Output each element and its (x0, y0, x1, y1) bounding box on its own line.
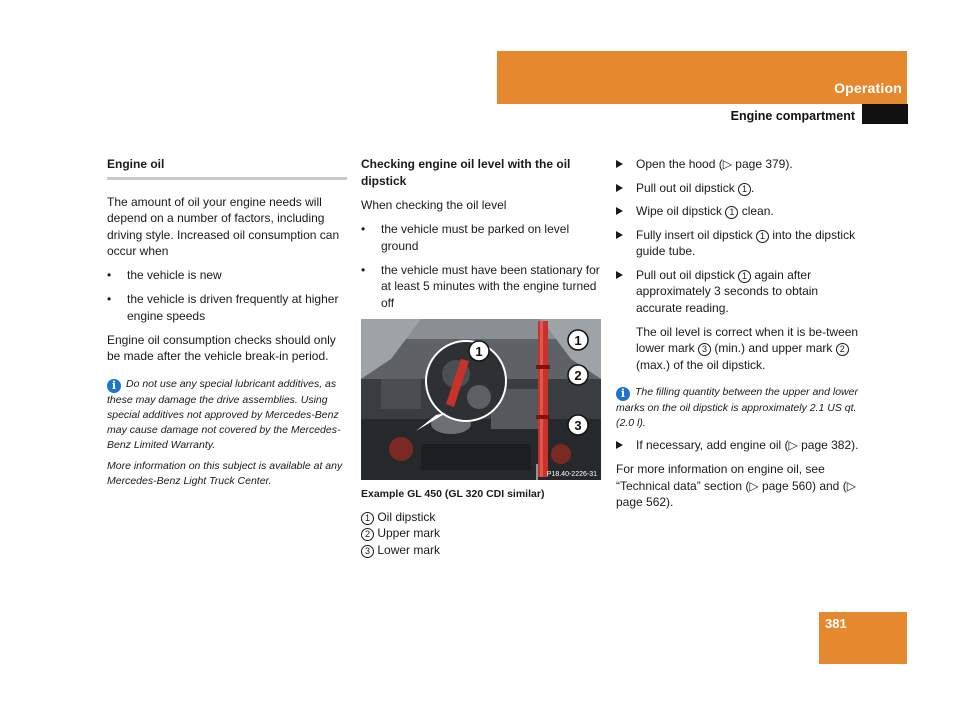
step-item (616, 156, 861, 173)
list-item: • the vehicle must have been stationary for at least 5 minutes with the engine turned off (361, 262, 601, 312)
figure-caption: Example GL 450 (GL 320 CDI similar) (361, 488, 545, 500)
step-text: Pull out oil dipstick (636, 180, 739, 195)
page-number: 381 (825, 616, 847, 631)
step-text: again after approximately 3 seconds to obtain accurate reading. (636, 267, 819, 315)
step-text: Pull out oil dipstick (636, 267, 739, 282)
callout-number: 2 (361, 528, 374, 541)
info-note (107, 377, 347, 453)
step-item (616, 180, 861, 197)
info-note-text: The filling quantity between the upper and lower marks on the oil dipstick is approximately 2.1 US qt. (2.0 l). (616, 386, 858, 429)
info-icon: i (616, 387, 630, 401)
engine-dipstick-photo (361, 319, 601, 480)
heading-engine-oil: Engine oil (107, 156, 347, 180)
step-text: clean. (738, 204, 774, 218)
section-title: Operation (834, 80, 902, 96)
step-arrow-icon (616, 231, 623, 239)
paragraph-when: When checking the oil level (361, 198, 507, 212)
info-note-text: Do not use any special lubricant additives, as these may damage the drive assemblies. Using special additives not approved by Mercedes-Benz may cause damage not covered by the Mercedes-Benz Limited Warranty. (107, 377, 341, 451)
step-text: into the dipstick guide tube. (636, 227, 856, 258)
list-item: • the vehicle must be parked on level ground (361, 221, 601, 254)
step-arrow-icon (616, 160, 623, 168)
step-item (616, 267, 861, 317)
column-dipstick-check (361, 156, 601, 558)
paragraph-text: (min.) and upper mark (711, 341, 836, 355)
step-text: Open the hood (▷ page 379). (636, 157, 793, 171)
paragraph-more-info: For more information on engine oil, see “Technical data” section (▷ page 560) and (▷ page 562). (616, 462, 856, 509)
section-header-band (497, 51, 907, 104)
step-list (616, 156, 861, 316)
step-text: . (751, 180, 755, 195)
list-item: • the vehicle is new (107, 267, 347, 284)
svg-text:1: 1 (475, 344, 483, 359)
callout-number: 1 (756, 230, 769, 243)
subsection-title: Engine compartment (730, 109, 855, 123)
paragraph-break-in: Engine oil consumption checks should only be made after the vehicle break-in period. (107, 332, 336, 363)
step-text: Fully insert oil dipstick (636, 227, 757, 242)
figure-code: P18.40-2226-31 (546, 471, 597, 478)
callout-number: 3 (361, 545, 374, 558)
step-item (616, 203, 861, 220)
callout-number: 1 (738, 183, 751, 196)
step-text: Wipe oil dipstick (636, 204, 726, 218)
legend-item (361, 509, 601, 526)
section-tab-marker (862, 104, 908, 124)
legend-item (361, 525, 601, 542)
bullet-list (361, 221, 601, 311)
step-item (616, 437, 861, 454)
paragraph-intro: The amount of oil your engine needs will depend on a number of factors, including driving style. Increased oil consumption can occur when (107, 194, 340, 258)
step-arrow-icon (616, 441, 623, 449)
step-item (616, 227, 861, 260)
heading-checking-oil: Checking engine oil level with the oil dipstick (361, 157, 571, 188)
svg-text:2: 2 (574, 368, 582, 383)
paragraph-text: (max.) of the oil dipstick. (636, 357, 766, 372)
callout-number: 1 (361, 512, 374, 525)
legend-label: Oil dipstick (377, 509, 436, 524)
legend-label: Upper mark (377, 526, 441, 540)
column-steps (616, 156, 861, 518)
oil-level-paragraph (616, 324, 861, 374)
svg-text:3: 3 (574, 418, 582, 433)
step-arrow-icon (616, 184, 623, 192)
legend-item (361, 542, 601, 559)
callout-number: 1 (725, 206, 738, 219)
step-text: If necessary, add engine oil (▷ page 382). (636, 438, 859, 452)
info-note-more: More information on this subject is available at any Mercedes-Benz Light Truck Center. (107, 459, 343, 487)
list-item: • the vehicle is driven frequently at higher engine speeds (107, 291, 347, 324)
legend-label: Lower mark (377, 542, 441, 557)
paragraph-text: The oil level is correct when it is be-tween lower mark (636, 324, 859, 355)
bullet-list (107, 267, 347, 324)
callout-number: 2 (836, 343, 849, 356)
info-note (616, 385, 861, 431)
step-arrow-icon (616, 207, 623, 215)
callout-number: 1 (738, 270, 751, 283)
callout-number: 3 (698, 343, 711, 356)
svg-text:1: 1 (574, 333, 582, 348)
step-list (616, 437, 861, 454)
column-engine-oil (107, 156, 347, 495)
info-icon: i (107, 379, 121, 393)
figure-legend (361, 509, 601, 559)
step-arrow-icon (616, 271, 623, 279)
